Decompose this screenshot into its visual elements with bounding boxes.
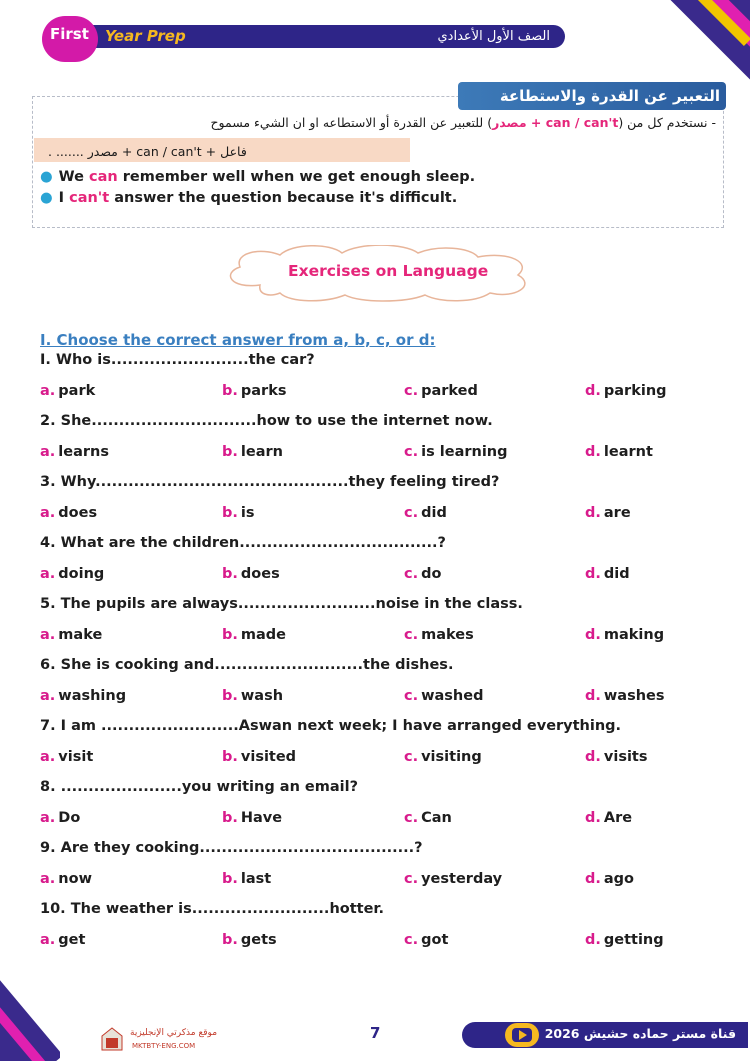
header-first: First — [50, 25, 89, 43]
option-letter: b. — [222, 566, 238, 582]
answer-option[interactable] — [585, 566, 630, 582]
play-icon — [519, 1030, 527, 1040]
answer-option[interactable] — [40, 444, 109, 460]
answer-option[interactable] — [222, 505, 255, 521]
option-letter: b. — [222, 383, 238, 399]
bullet-icon: ● — [40, 169, 53, 185]
answer-option[interactable] — [222, 688, 283, 704]
option-text: doing — [58, 566, 105, 582]
question-text: 9. Are they cooking.......................................? — [40, 840, 423, 856]
answer-option[interactable] — [585, 444, 653, 460]
answer-option[interactable] — [222, 627, 286, 643]
example-sentence: ● We can remember well when we get enough sleep. — [40, 169, 476, 185]
option-letter: a. — [40, 383, 56, 399]
question-text: I. Who is.........................the car? — [40, 352, 315, 368]
option-text: gets — [240, 932, 277, 948]
answer-option[interactable] — [404, 566, 441, 582]
rule-pre: - نستخدم كل من ( — [618, 115, 716, 130]
option-text: washes — [603, 688, 665, 704]
answer-option[interactable] — [222, 810, 282, 826]
option-text: get — [58, 932, 86, 948]
modal-verb: can — [89, 169, 118, 185]
answer-option[interactable] — [40, 566, 104, 582]
option-letter: c. — [404, 627, 419, 643]
option-text: park — [58, 383, 96, 399]
modal-verb: can't — [69, 190, 110, 206]
option-text: do — [421, 566, 442, 582]
option-text: made — [240, 627, 286, 643]
answer-option[interactable] — [222, 749, 296, 765]
option-letter: b. — [222, 932, 238, 948]
answer-option[interactable] — [404, 810, 452, 826]
channel-name: قناة مستر حماده حشيش 2026 — [544, 1026, 736, 1041]
option-letter: b. — [222, 505, 238, 521]
rule-formula: can / can't + مصدر — [492, 115, 619, 130]
option-letter: d. — [585, 566, 601, 582]
question-text: 7. I am .........................Aswan next week; I have arranged everything. — [40, 718, 622, 734]
option-letter: a. — [40, 688, 56, 704]
option-text: Have — [240, 810, 283, 826]
site-url[interactable]: MKTBTY-ENG.COM — [132, 1042, 196, 1050]
answer-option[interactable] — [222, 871, 271, 887]
answer-option[interactable] — [585, 383, 667, 399]
option-text: washed — [421, 688, 484, 704]
option-letter: c. — [404, 810, 419, 826]
option-letter: c. — [404, 444, 419, 460]
option-text: visiting — [421, 749, 482, 765]
question-text: 10. The weather is.........................hotter. — [40, 901, 385, 917]
answer-option[interactable] — [40, 871, 92, 887]
answer-option[interactable] — [585, 627, 664, 643]
question-text: 6. She is cooking and...........................the dishes. — [40, 657, 454, 673]
option-text: yesterday — [421, 871, 503, 887]
answer-option[interactable] — [40, 810, 80, 826]
option-letter: d. — [585, 810, 601, 826]
option-text: visits — [603, 749, 648, 765]
answer-option[interactable] — [40, 383, 95, 399]
option-letter: b. — [222, 627, 238, 643]
question-text: 4. What are the children....................................? — [40, 535, 446, 551]
question-text: 8. ......................you writing an email? — [40, 779, 359, 795]
answer-option[interactable] — [585, 871, 634, 887]
answer-option[interactable] — [404, 688, 483, 704]
question-text: 5. The pupils are always.........................noise in the class. — [40, 596, 523, 612]
option-text: parked — [421, 383, 478, 399]
bullet-icon: ● — [40, 190, 53, 206]
header-year-prep: Year Prep — [105, 27, 186, 45]
option-letter: c. — [404, 505, 419, 521]
answer-option[interactable] — [404, 383, 478, 399]
option-letter: d. — [585, 932, 601, 948]
option-letter: a. — [40, 810, 56, 826]
rule-post: ) للتعبير عن القدرة أو الاستطاعه او ان الشيء مسموح — [210, 115, 493, 130]
option-letter: a. — [40, 749, 56, 765]
option-text: learnt — [603, 444, 653, 460]
option-letter: c. — [404, 932, 419, 948]
answer-option[interactable] — [40, 688, 126, 704]
option-letter: d. — [585, 871, 601, 887]
option-text: learns — [58, 444, 109, 460]
option-text: washing — [58, 688, 127, 704]
grammar-rule — [210, 115, 716, 130]
answer-option[interactable] — [585, 810, 632, 826]
answer-option[interactable] — [40, 627, 102, 643]
answer-option[interactable] — [404, 871, 502, 887]
option-letter: d. — [585, 627, 601, 643]
grammar-title: التعبير عن القدرة والاستطاعة — [499, 87, 720, 105]
option-letter: c. — [404, 749, 419, 765]
site-name: موقع مذكرتي الإنجليزية — [130, 1028, 218, 1038]
answer-option[interactable] — [585, 749, 647, 765]
answer-option[interactable] — [585, 505, 631, 521]
corner-decoration-top-right — [630, 0, 750, 80]
option-letter: a. — [40, 932, 56, 948]
option-text: learn — [240, 444, 283, 460]
option-letter: a. — [40, 627, 56, 643]
option-text: is — [240, 505, 255, 521]
option-text: Are — [603, 810, 633, 826]
question-text: 2. She..............................how to use the internet now. — [40, 413, 493, 429]
option-letter: d. — [585, 444, 601, 460]
option-text: last — [240, 871, 272, 887]
option-text: Do — [58, 810, 81, 826]
option-letter: b. — [222, 688, 238, 704]
answer-option[interactable] — [222, 444, 283, 460]
option-text: got — [421, 932, 449, 948]
option-text: visit — [58, 749, 94, 765]
example-sentence: ● I can't answer the question because it's difficult. — [40, 190, 458, 206]
option-letter: c. — [404, 383, 419, 399]
option-letter: c. — [404, 871, 419, 887]
option-letter: a. — [40, 871, 56, 887]
option-text: did — [421, 505, 447, 521]
option-letter: b. — [222, 749, 238, 765]
option-letter: b. — [222, 871, 238, 887]
option-letter: d. — [585, 749, 601, 765]
option-text: getting — [603, 932, 664, 948]
option-letter: c. — [404, 688, 419, 704]
answer-option[interactable] — [404, 627, 474, 643]
header-grade: الصف الأول الأعدادي — [437, 29, 550, 44]
option-letter: a. — [40, 566, 56, 582]
answer-option[interactable] — [585, 688, 665, 704]
answer-option[interactable] — [222, 383, 286, 399]
option-letter: d. — [585, 505, 601, 521]
option-text: makes — [421, 627, 474, 643]
option-text: visited — [240, 749, 297, 765]
option-text: parking — [603, 383, 667, 399]
option-letter: c. — [404, 566, 419, 582]
answer-option[interactable] — [585, 932, 664, 948]
exercises-label: Exercises on Language — [288, 262, 489, 280]
site-logo-icon — [100, 1024, 124, 1054]
option-text: wash — [240, 688, 284, 704]
answer-option[interactable] — [222, 932, 277, 948]
grammar-formula: فاعل + can / can't + مصدر ....... . — [48, 144, 247, 159]
option-text: is learning — [421, 444, 508, 460]
option-letter: d. — [585, 688, 601, 704]
option-text: parks — [240, 383, 287, 399]
option-text: Can — [421, 810, 452, 826]
answer-option[interactable] — [40, 749, 93, 765]
page-number: 7 — [370, 1024, 381, 1042]
option-letter: a. — [40, 505, 56, 521]
option-text: ago — [603, 871, 635, 887]
answer-option[interactable] — [40, 932, 85, 948]
answer-option[interactable] — [222, 566, 280, 582]
option-text: does — [58, 505, 98, 521]
answer-option[interactable] — [404, 505, 447, 521]
answer-option[interactable] — [404, 749, 482, 765]
answer-option[interactable] — [404, 932, 448, 948]
answer-option[interactable] — [40, 505, 97, 521]
option-text: does — [240, 566, 280, 582]
option-letter: b. — [222, 810, 238, 826]
option-text: make — [58, 627, 103, 643]
question-text: 3. Why..............................................they feeling tired? — [40, 474, 500, 490]
option-letter: d. — [585, 383, 601, 399]
option-text: are — [603, 505, 631, 521]
option-text: now — [58, 871, 92, 887]
option-text: did — [603, 566, 630, 582]
option-letter: a. — [40, 444, 56, 460]
option-text: making — [603, 627, 665, 643]
answer-option[interactable] — [404, 444, 508, 460]
section-heading: I. Choose the correct answer from a, b, c, or d: — [40, 331, 436, 349]
corner-decoration-bottom-left — [0, 971, 60, 1061]
option-letter: b. — [222, 444, 238, 460]
